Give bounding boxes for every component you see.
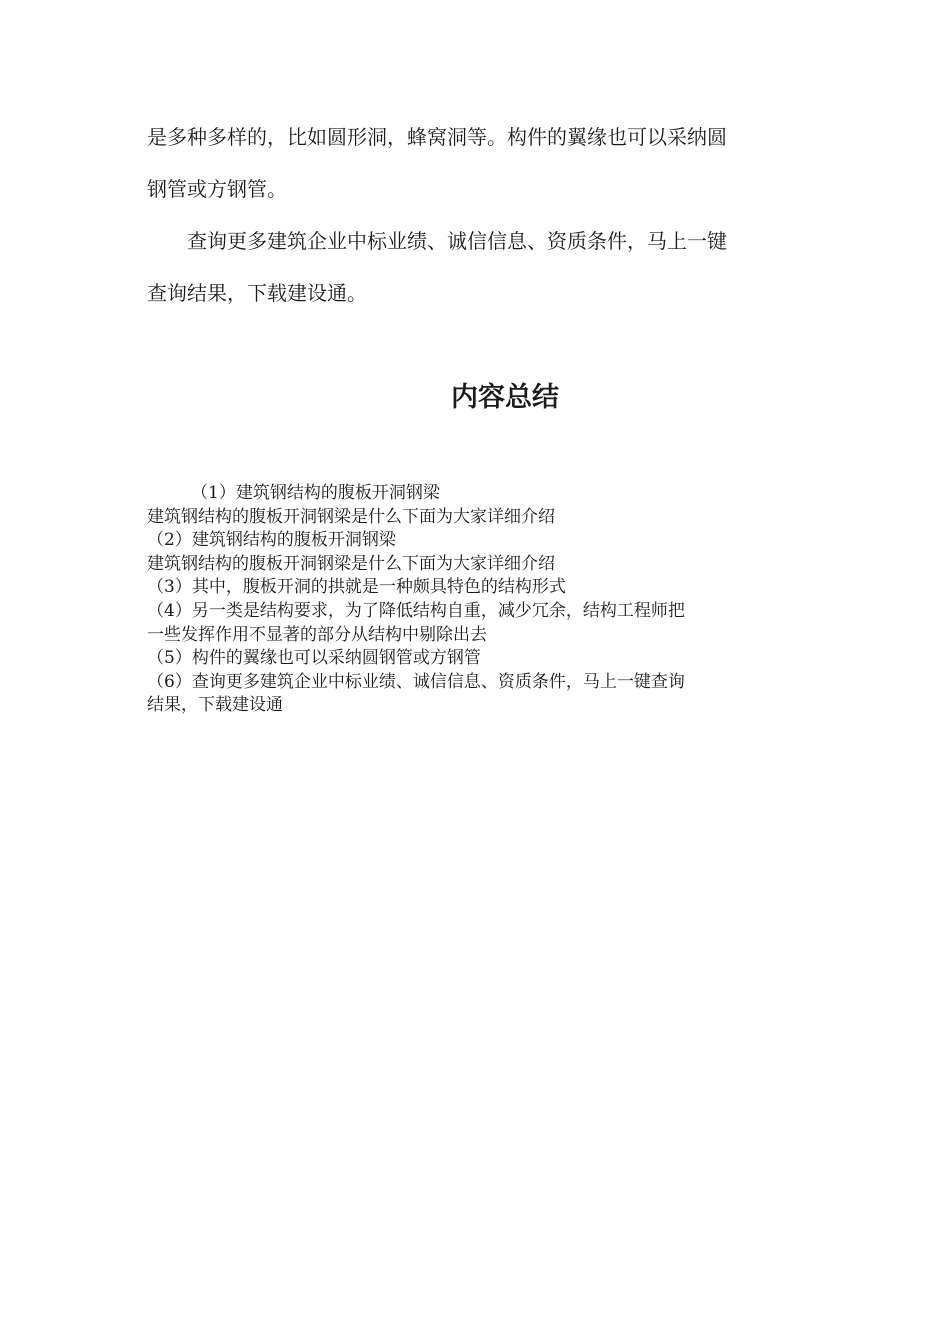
summary-item: （6）查询更多建筑企业中标业绩、诚信信息、资质条件，马上一键查询 (147, 671, 685, 692)
summary-item: 建筑钢结构的腹板开洞钢梁是什么下面为大家详细介绍 (147, 553, 555, 574)
paragraph-1-line-1: 是多种多样的，比如圆形洞，蜂窝洞等。构件的翼缘也可以采纳圆 (147, 125, 727, 149)
paragraph-2-line-2: 查询结果，下载建设通。 (147, 281, 367, 305)
summary-item: （1）建筑钢结构的腹板开洞钢梁 (191, 483, 440, 503)
section-title: 内容总结 (451, 382, 559, 413)
summary-item: （3）其中，腹板开洞的拱就是一种颇具特色的结构形式 (147, 577, 566, 598)
summary-item: 结果，下载建设通 (147, 695, 283, 716)
summary-item: （5）构件的翼缘也可以采纳圆钢管或方钢管 (147, 648, 481, 669)
summary-item: 建筑钢结构的腹板开洞钢梁是什么下面为大家详细介绍 (147, 506, 555, 527)
summary-item: 一些发挥作用不显著的部分从结构中剔除出去 (147, 624, 487, 645)
paragraph-2-line-1: 查询更多建筑企业中标业绩、诚信信息、资质条件，马上一键 (147, 229, 727, 253)
summary-list (147, 482, 812, 718)
paragraph-1-line-2: 钢管或方钢管。 (147, 177, 287, 201)
summary-item: （4）另一类是结构要求，为了降低结构自重，减少冗余，结构工程师把 (147, 600, 685, 621)
summary-item: （2）建筑钢结构的腹板开洞钢梁 (147, 530, 396, 551)
